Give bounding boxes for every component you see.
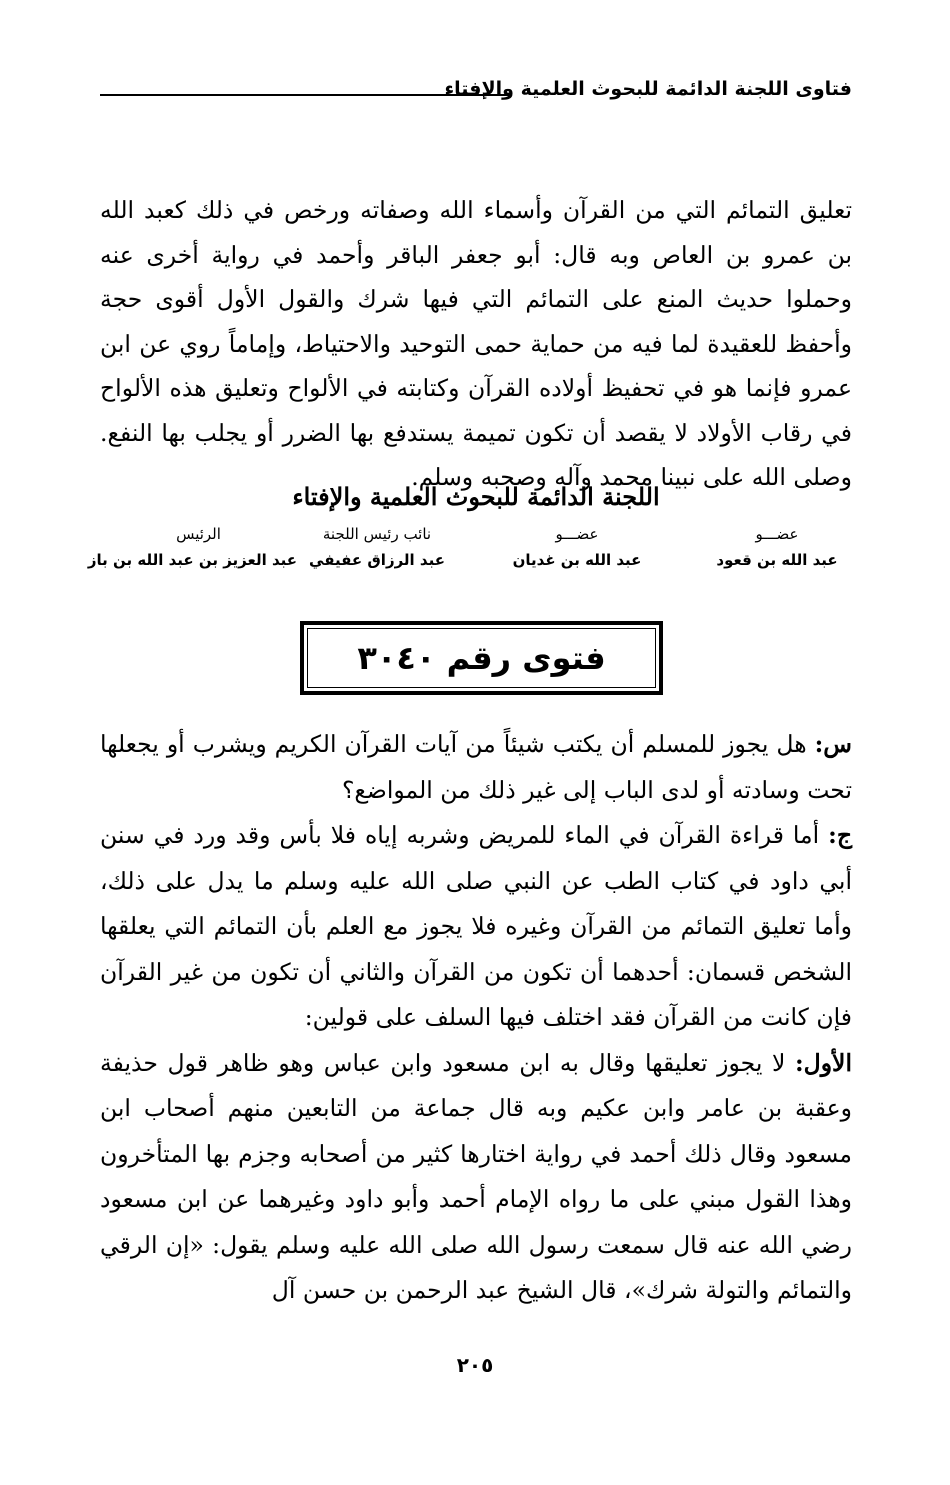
answer-label: ج: [828,821,852,849]
answer-paragraph [100,813,852,1041]
committee-name: اللجنة الدائمة للبحوث العلمية والإفتاء [292,482,660,511]
member-2 [492,525,662,569]
member-name: عبد العزيز بن عبد الله بن باز [87,551,297,569]
member-1 [702,525,852,569]
header-title: فتاوى اللجنة الدائمة للبحوث العلمية والإفتاء [444,78,852,100]
member-3 [292,525,462,569]
page-number: ٢٠٥ [456,1353,494,1377]
member-name: عبد الله بن غديان [512,551,642,569]
member-role: الرئيس [176,525,221,543]
question-text: هل يجوز للمسلم أن يكتب شيئاً من آيات القرآن الكريم ويشرب أو يجعلها تحت وسادته أو لدى الباب إلى غير ذلك من المواضع؟ [100,730,852,804]
running-header [100,78,852,106]
member-name: عبد الله بن قعود [716,551,838,569]
question-label: س: [814,730,852,758]
fatwa-number-box [300,621,663,695]
member-role: عضـــو [755,525,799,543]
first-opinion-label: الأول: [794,1048,852,1077]
member-role: عضـــو [555,525,599,543]
fatwa-body [100,722,852,1314]
first-opinion-paragraph [100,1041,852,1314]
header-rule [100,94,510,96]
first-opinion-text: لا يجوز تعليقها وقال به ابن مسعود وابن عباس وهو ظاهر قول حذيفة وعقبة بن عامر وابن عكيم وبه قال جماعة من التابعين منهم أصحاب ابن مسعود وقال ذلك أحمد في رواية اختارها كثير من أصحابه وجزم بها المتأخرون وهذا القول مبني على ما رواه الإمام أحمد وأبو داود وغيرهما عن ابن مسعود رضي الله عنه قال سمعت رسول الله صلى الله عليه وسلم يقول: «إن الرقي والتمائم والتولة شرك»، قال الشيخ عبد الرحمن بن حسن آل [100,1048,852,1304]
member-name: عبد الرزاق عفيفي [309,551,445,569]
member-role: نائب رئيس اللجنة [322,525,432,543]
committee-members [87,525,852,585]
question-paragraph [100,722,852,813]
passage-text: تعليق التمائم التي من القرآن وأسماء الله وصفاته ورخص في ذلك كعبد الله بن عمرو بن العاص وبه قال: أبو جعفر الباقر وأحمد في رواية أخرى عنه وحملوا حديث المنع على التمائم التي فيها شرك والقول الأول أقوى حجة وأحفظ للعقيدة لما فيه من حماية حمى التوحيد والاحتياط، وإماماً روي عن ابن عمرو فإنما هو في تحفيظ أولاده القرآن وكتابته في الألواح وتعليق هذه الألواح في رقاب الأولاد لا يقصد أن تكون تميمة يستدفع بها الضرر أو يجلب بها النفع. وصلى الله على نبينا محمد وآله وصحبه وسلم. [100,196,852,491]
continued-passage [100,188,852,500]
member-4 [87,525,297,569]
answer-text: أما قراءة القرآن في الماء للمريض وشربه إياه فلا بأس وقد ورد في سنن أبي داود في كتاب الطب عن النبي صلى الله عليه وسلم ما يدل على ذلك، وأما تعليق التمائم من القرآن وغيره فلا يجوز مع العلم بأن التمائم التي يعلقها الشخص قسمان: أحدهما أن تكون من القرآن والثاني أن تكون من غير القرآن فإن كانت من القرآن فقد اختلف فيها السلف على قولين: [100,821,852,1031]
fatwa-title: فتوى رقم ٣٠٤٠ [307,628,656,688]
